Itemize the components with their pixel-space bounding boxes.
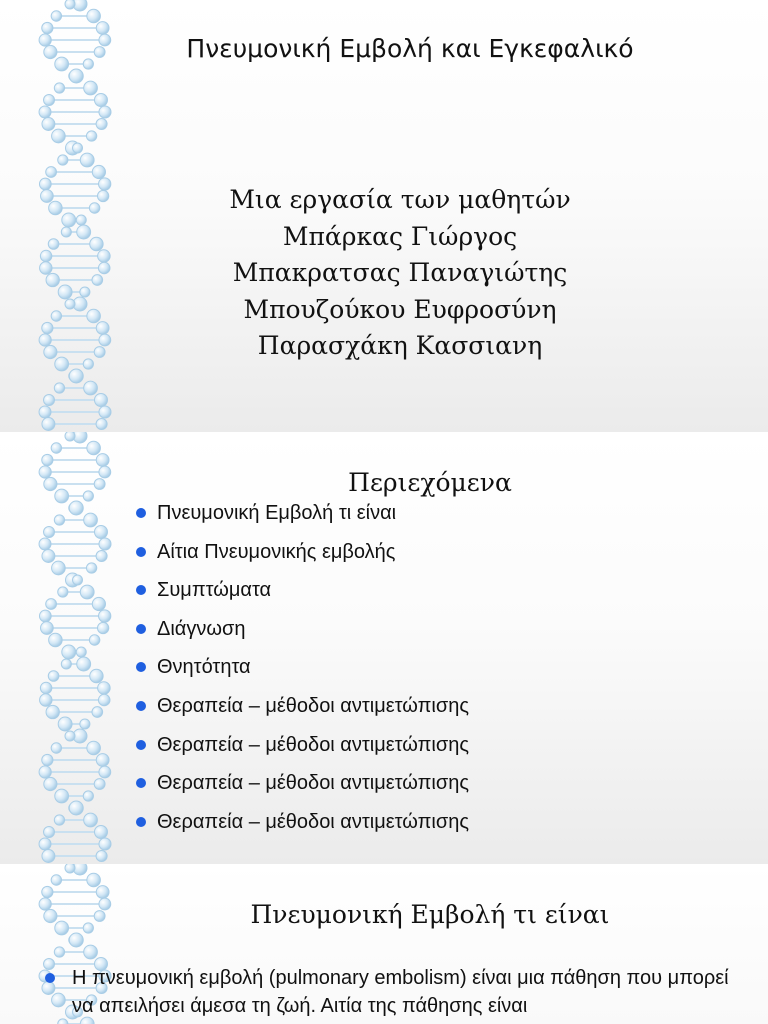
- list-item: [133, 533, 469, 572]
- slide-definition: [0, 864, 768, 1024]
- definition-heading: Πνευμονική Εμβολή τι είναι: [250, 900, 610, 929]
- list-item-label: Διάγνωση: [157, 617, 246, 640]
- dna-helix-icon: [30, 432, 125, 864]
- list-item: [133, 571, 469, 610]
- slide-title-heading: Πνευμονική Εμβολή και Εγκεφαλικό: [186, 34, 634, 63]
- slide-title: [0, 0, 768, 432]
- list-item: [133, 494, 469, 533]
- list-item-label: Πνευμονική Εμβολή τι είναι: [157, 502, 397, 524]
- contents-heading: Περιεχόμενα: [348, 468, 512, 497]
- list-item-label: Θεραπεία – μέθοδοι αντιμετώπισης: [157, 810, 469, 833]
- list-item-label: Αίτια Πνευμονικής εμβολής: [157, 540, 396, 563]
- list-item: [133, 726, 469, 765]
- list-item-label: Θνητότητα: [157, 656, 251, 679]
- bullet-dot-icon: [136, 817, 146, 827]
- list-item: [133, 764, 469, 803]
- list-item: [133, 648, 469, 687]
- list-item-label: Θεραπεία – μέθοδοι αντιμετώπισης: [157, 694, 469, 717]
- bullet-dot-icon: [136, 547, 146, 557]
- slide-contents: [0, 432, 768, 864]
- definition-text: Η πνευμονική εμβολή (pulmonary embolism) είναι μια πάθηση που μπορεί να απειλήσει άμεσα τη ζωή. Αιτία της πάθησης είναι: [72, 967, 729, 1017]
- definition-paragraph: [50, 964, 750, 1020]
- list-item: [133, 803, 469, 842]
- author-name: Μπακρατσας Παναγιώτης: [232, 258, 568, 287]
- list-item: [133, 687, 469, 726]
- bullet-dot-icon: [45, 973, 55, 983]
- author-name: Μπάρκας Γιώργος: [282, 221, 518, 251]
- list-item-label: Θεραπεία – μέθοδοι αντιμετώπισης: [157, 772, 469, 795]
- bullet-dot-icon: [136, 508, 146, 518]
- bullet-dot-icon: [136, 585, 146, 595]
- author-name: Παρασχάκη Κασσιανη: [257, 331, 543, 360]
- bullet-dot-icon: [136, 624, 146, 634]
- bullet-dot-icon: [136, 701, 146, 711]
- authors-line: Μια εργασία των μαθητών: [229, 185, 571, 214]
- bullet-dot-icon: [136, 778, 146, 788]
- list-item-label: Συμπτώματα: [157, 579, 272, 602]
- bullet-dot-icon: [136, 662, 146, 672]
- contents-list: [133, 494, 469, 841]
- bullet-dot-icon: [136, 740, 146, 750]
- dna-helix-icon: [30, 0, 125, 432]
- list-item: [133, 610, 469, 649]
- authors-block: [200, 182, 600, 365]
- list-item-label: Θεραπεία – μέθοδοι αντιμετώπισης: [157, 733, 469, 756]
- author-name: Μπουζούκου Ευφροσύνη: [243, 294, 557, 324]
